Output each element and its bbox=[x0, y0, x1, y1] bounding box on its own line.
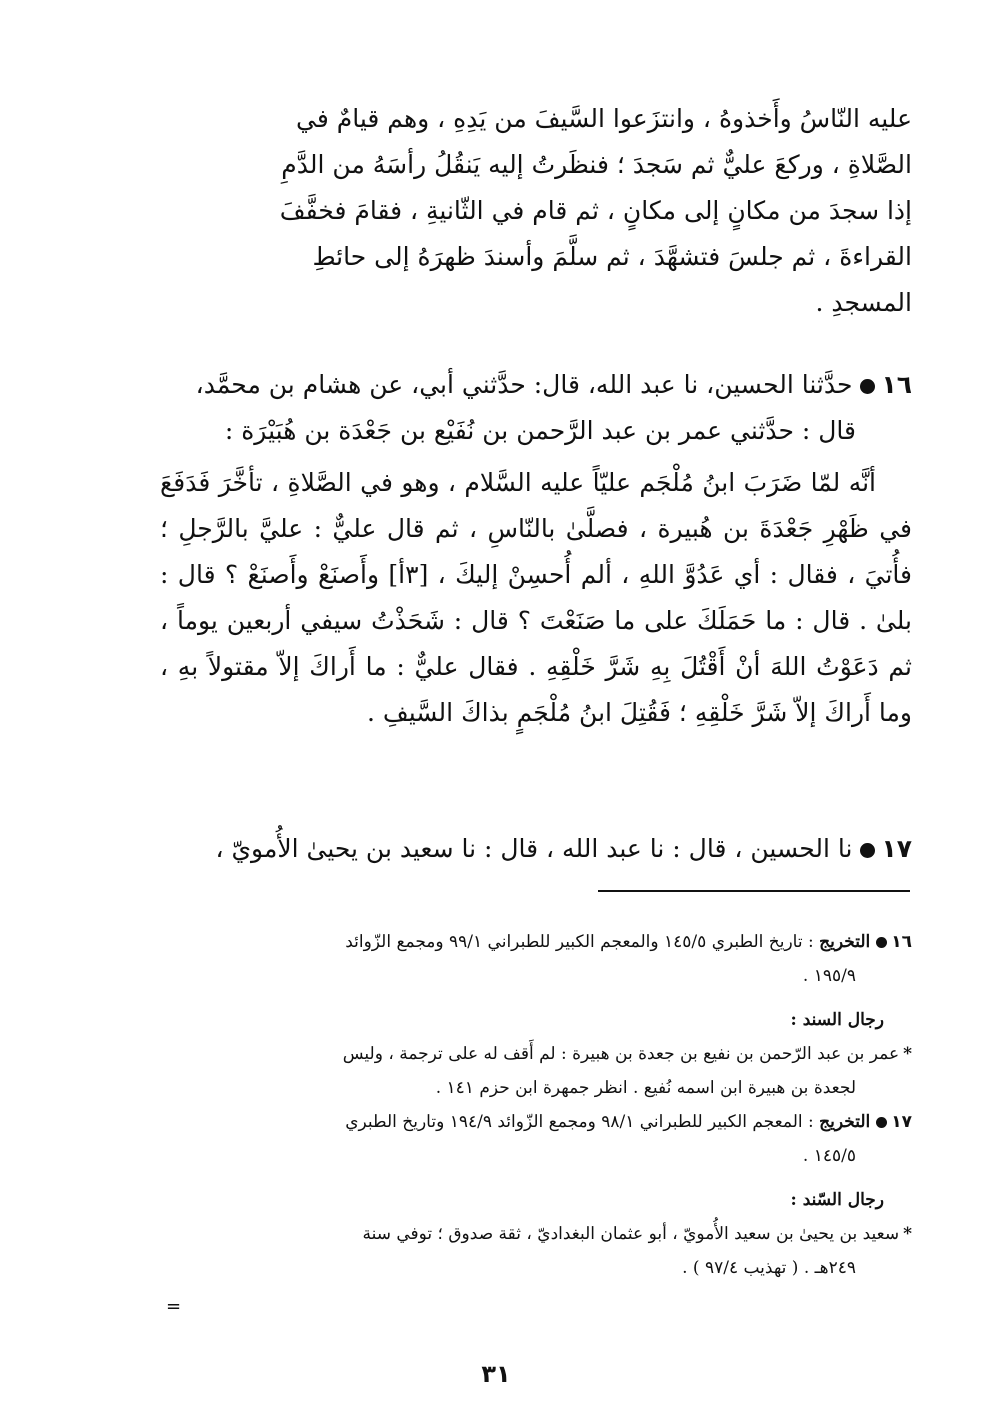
takhrij-text: : تاريخ الطبري ١٤٥/٥ والمعجم الكبير للطبراني ٩٩/١ ومجمع الزّوائد bbox=[345, 932, 814, 952]
rijal-label: رجال السند : bbox=[790, 1010, 884, 1030]
rijal-entry bbox=[160, 1037, 912, 1071]
takhrij-continuation: ١٤٥/٥ . bbox=[802, 1146, 856, 1166]
isnad-line: قال : حدَّثني عمر بن عبد الرَّحمن بن نُفَيْع بن جَعْدَة بن هُبَيْرَة : bbox=[224, 416, 856, 445]
bullet-icon bbox=[860, 379, 875, 394]
continuation-paragraph bbox=[160, 96, 912, 326]
footnote-number: ١٧ bbox=[891, 1112, 912, 1132]
hadith-number: ١٧ bbox=[881, 834, 912, 863]
text-line: عليه النّاسُ وأَخذوهُ ، وانتزَعوا السَّيفَ من يَدِهِ ، وهم قيامٌ في bbox=[296, 104, 912, 133]
rijal-continuation: ٢٤٩هـ . ( تهذيب ٩٧/٤ ) . bbox=[682, 1258, 856, 1278]
text-line: إذا سجدَ من مكانٍ إلى مكانٍ ، ثم قام في الثّانيةِ ، فقامَ فخفَّفَ bbox=[279, 196, 912, 225]
hadith-matn: أنَّه لمّا ضَرَبَ ابنُ مُلْجَم عليّاً عليه السَّلام ، وهو في الصَّلاةِ ، تأخَّرَ فَدَفَعَ في ظَهْرِ جَعْدَةَ بن هُبيرة ، فصلَّىٰ بالنّاسِ ، ثم قال عليٌّ : عليَّ بالرَّجلِ ؛ فأُتيَ ، فقال : أي عَدُوَّ اللهِ ، ألم أُحسِنْ إليكَ ، [٣أ] وأَصنَعْ وأَصنَعْ ؟ قال : بلىٰ . قال : ما حَمَلَكَ على ما صَنَعْتَ ؟ قال : شَحَذْتُ سيفي أربعين يوماً ، ثم دَعَوْتُ اللهَ أنْ أَقْتُلَ بِهِ شَرَّ خَلْقِهِ . فقال عليٌّ : ما أَراكَ إلاّ مقتولاً بهِ ، وما أَراكَ إلاّ شَرَّ خَلْقِهِ ؛ فَقُتِلَ ابنُ مُلْجَمٍ بذاكَ السَّيفِ . bbox=[160, 468, 912, 727]
takhrij-text: : المعجم الكبير للطبراني ٩٨/١ ومجمع الزّوائد ١٩٤/٩ وتاريخ الطبري bbox=[345, 1112, 814, 1132]
bullet-icon bbox=[876, 1117, 887, 1128]
takhrij-continuation: ١٩٥/٩ . bbox=[802, 966, 856, 986]
isnad-line: نا الحسين ، قال : نا عبد الله ، قال : نا سعيد بن يحيىٰ الأُمويّ ، bbox=[215, 834, 853, 863]
rijal-continuation: لجعدة بن هبيرة ابن اسمه نُفيع . انظر جمهرة ابن حزم ١٤١ . bbox=[435, 1078, 856, 1098]
text-line: القراءةَ ، ثم جلسَ فتشهَّدَ ، ثم سلَّمَ وأسندَ ظهرَهُ إلى حائطِ bbox=[312, 242, 912, 271]
footnotes bbox=[160, 925, 912, 1285]
hadith-number: ١٦ bbox=[881, 370, 912, 399]
footnote-divider bbox=[598, 890, 910, 892]
bullet-icon bbox=[876, 937, 887, 948]
hadith-16 bbox=[160, 362, 912, 736]
bullet-icon bbox=[860, 843, 875, 858]
footnote-takhrij-16 bbox=[160, 925, 912, 959]
footnote-takhrij-17 bbox=[160, 1105, 912, 1139]
hadith-17 bbox=[160, 826, 912, 872]
continuation-mark: = bbox=[166, 1296, 182, 1317]
text-line: المسجدِ . bbox=[815, 288, 912, 317]
text-line: الصَّلاةِ ، وركعَ عليٌّ ثم سَجدَ ؛ فنظَرتُ إليه يَنقُلُ رأسَهُ من الدَّمِ bbox=[281, 150, 912, 179]
rijal-text: سعيد بن يحيىٰ بن سعيد الأُمويّ ، أبو عثمان البغداديّ ، ثقة صدوق ؛ توفي سنة bbox=[362, 1224, 900, 1244]
asterisk-icon: * bbox=[903, 1044, 912, 1064]
page-number: ٣١ bbox=[481, 1360, 511, 1388]
takhrij-label: التخريج bbox=[819, 1112, 871, 1132]
rijal-label: رجال السّند : bbox=[790, 1190, 884, 1210]
asterisk-icon: * bbox=[903, 1224, 912, 1244]
takhrij-label: التخريج bbox=[819, 932, 871, 952]
hadith-isnad bbox=[160, 362, 912, 408]
isnad-line: حدَّثنا الحسين، نا عبد الله، قال: حدَّثني أبي، عن هشام بن محمَّد، bbox=[195, 370, 853, 399]
footnote-number: ١٦ bbox=[891, 932, 912, 952]
hadith-isnad bbox=[160, 826, 912, 872]
rijal-text: عمر بن عبد الرّحمن بن نفيع بن جعدة بن هبيرة : لم أَقف له على ترجمة ، وليس bbox=[342, 1044, 900, 1064]
rijal-entry bbox=[160, 1217, 912, 1251]
